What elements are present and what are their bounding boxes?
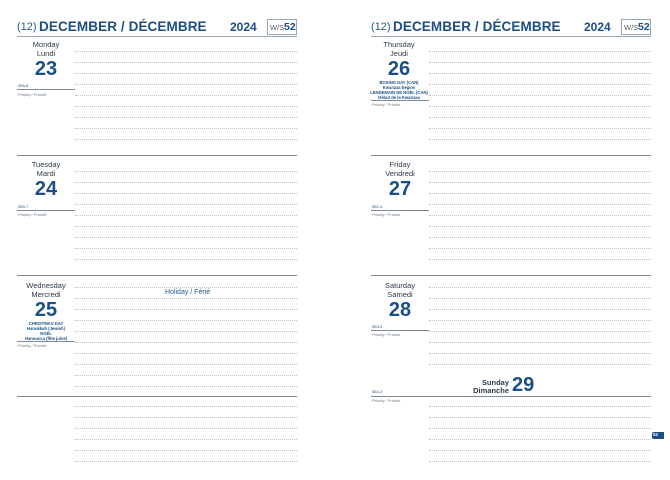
ordinal-rule [17,89,75,90]
day-name-en: Saturday [384,281,416,290]
day-number: 28 [388,299,412,321]
day-friday [371,160,429,200]
year: 2024 [584,20,611,34]
day-name-en: Tuesday [31,160,61,169]
event-line: Hanukkah (Jewish) [27,326,65,331]
writing-lines [429,396,651,476]
day-name-fr: Vendredi [385,169,415,178]
day-separator [17,275,297,276]
header-rule [17,36,297,37]
writing-lines [429,280,651,370]
left-header [17,19,297,37]
month-title: DECEMBER / DÉCEMBRE [39,19,207,34]
day-tuesday [17,160,75,200]
day-number: 25 [34,299,58,321]
right-page [335,0,670,480]
day-name-en: Monday [32,40,60,49]
event-line: NOËL [40,331,52,336]
sunday-name-en: Sunday [481,378,509,387]
ordinal-rule [371,210,429,211]
month-number: (12) [17,21,37,33]
sunday-name-fr: Dimanche [473,386,509,395]
writing-lines [75,160,297,274]
day-ordinal: 359-7 [18,204,29,209]
event-line: Début de la Kwanzaa [378,95,420,100]
day-number: 26 [387,58,411,80]
priority-label: Priority / Priorité [372,212,401,217]
week-label: W/S [270,23,285,32]
event-line: CHRISTMAS DAY [28,321,64,326]
day-number: 27 [388,178,412,200]
event-line: BOXING DAY (CAN) [379,80,419,85]
writing-lines [429,40,651,154]
day-separator [17,155,297,156]
day-ordinal: 358-8 [18,83,29,88]
week-number: 52 [638,21,650,33]
day-monday [17,40,75,80]
event-line: Hanoucca (fête juive) [24,336,68,341]
day-name-fr: Mardi [36,169,56,178]
day-name-en: Thursday [383,40,415,49]
day-ordinal: 363-3 [372,324,383,329]
week-number: 52 [284,21,296,33]
priority-label: Priority / Priorité [372,398,401,403]
day-name-fr: Samedi [387,290,413,299]
week-label: W/S [624,23,639,32]
month-title: DECEMBER / DÉCEMBRE [393,19,561,34]
day-saturday [371,281,429,321]
sunday-number: 29 [512,374,535,396]
day-name-en: Wednesday [26,281,66,290]
day-number: 23 [34,58,58,80]
day-name-en: Friday [389,160,411,169]
day-name-fr: Mercredi [31,290,61,299]
day-thursday [366,40,432,100]
writing-lines [75,280,297,470]
day-ordinal: 362-4 [372,204,383,209]
holiday-label: Holiday / Férié [165,289,211,296]
ordinal-rule [371,100,429,101]
day-name-fr: Lundi [36,49,56,58]
week-tab-number: 52 [653,432,659,437]
event-line: LENDEMAIN DE NOËL (CAN) [370,90,428,95]
day-separator [371,275,651,276]
ordinal-rule [371,330,429,331]
priority-label: Priority / Priorité [372,102,401,107]
day-ordinal: 364-2 [372,389,383,394]
header-rule [371,36,651,37]
priority-label: Priority / Priorité [18,92,47,97]
day-name-fr: Jeudi [390,49,408,58]
ordinal-rule [17,341,75,342]
day-separator [17,396,297,397]
day-number: 24 [34,178,58,200]
ordinal-rule [17,210,75,211]
day-separator [371,155,651,156]
writing-lines [429,160,651,274]
priority-label: Priority / Priorité [18,212,47,217]
month-number: (12) [371,21,391,33]
week-box [621,19,651,35]
priority-label: Priority / Priorité [18,343,47,348]
day-wednesday [14,281,78,341]
week-box [267,19,297,35]
year: 2024 [230,20,257,34]
priority-label: Priority / Priorité [372,332,401,337]
writing-lines [75,40,297,154]
event-line: Kwanzaa begins [382,85,416,90]
right-header [371,19,651,37]
